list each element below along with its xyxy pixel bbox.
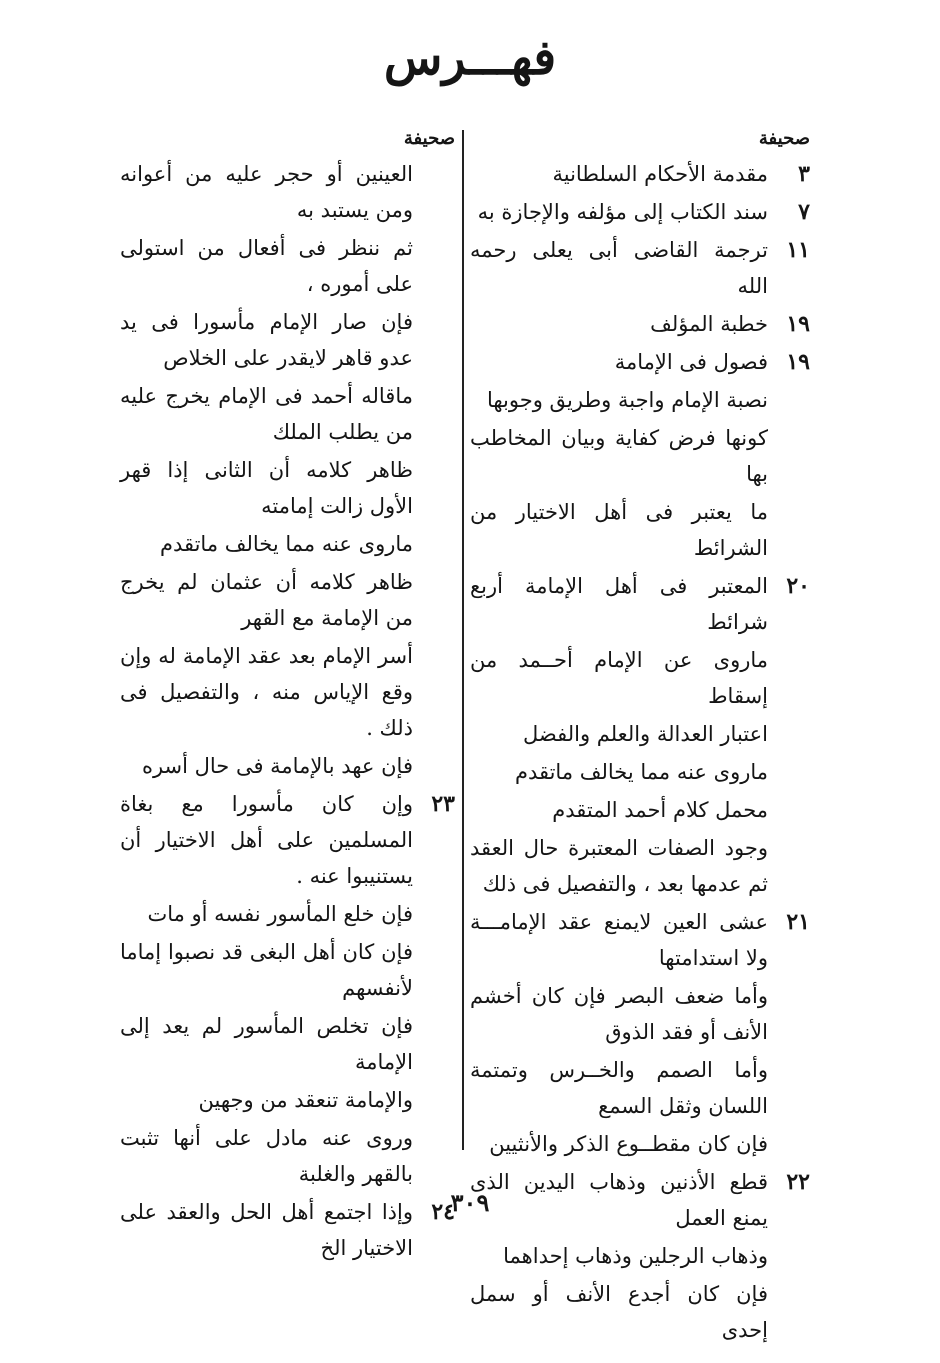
toc-entry-title: محمل كلام أحمد المتقدم	[552, 798, 768, 822]
toc-entry-title: سند الكتاب إلى مؤلفه والإجازة به	[477, 200, 768, 224]
toc-entry-title: مقدمة الأحكام السلطانية	[552, 162, 768, 186]
toc-entry-title: فإن صار الإمام مأسورا فى يد عدو قاهر لايقدر على الخلاص	[120, 310, 413, 370]
right-column	[470, 122, 810, 1350]
toc-entry-title: وذهاب الرجلين وذهاب إحداهما	[503, 1244, 768, 1268]
left-column	[120, 122, 455, 1268]
toc-page-number: ٢٠	[786, 573, 810, 599]
toc-entry-title: اعتبار العدالة والعلم والفضل	[522, 722, 768, 746]
toc-entry	[470, 344, 810, 380]
toc-page-number: ٢١	[786, 909, 810, 935]
toc-entry-title: ماروى عنه مما يخالف ماتقدم	[514, 760, 768, 784]
toc-entry-title: أسر الإمام بعد عقد الإمامة له وإن وقع الإياس منه ، والتفصيل فى ذلك .	[120, 644, 413, 740]
toc-entry	[470, 494, 810, 566]
toc-entry	[120, 934, 455, 1006]
toc-entry	[120, 452, 455, 524]
toc-entry-title: وأما ضعف البصر فإن كان أخشم الأنف أو فقد الذوق	[470, 984, 768, 1044]
toc-entry-title: فإن كان مقطــوع الذكر والأنثيين	[489, 1132, 768, 1156]
toc-entry	[120, 230, 455, 302]
toc-page-number: ١٩	[786, 311, 810, 337]
toc-entry-title: فإن خلع المأسور نفسه أو مات	[147, 902, 413, 926]
toc-entry-title: ظاهر كلامه أن عثمان لم يخرج من الإمامة مع القهر	[120, 570, 413, 630]
toc-entry	[120, 564, 455, 636]
toc-entry	[470, 568, 810, 640]
toc-entry	[470, 716, 810, 752]
toc-entry	[470, 904, 810, 976]
toc-entry-title: خطبة المؤلف	[650, 312, 768, 336]
toc-entry-title: فإن تخلص المأسور لم يعد إلى الإمامة	[120, 1014, 413, 1074]
toc-entry	[120, 896, 455, 932]
toc-entry	[470, 978, 810, 1050]
left-column-header: صحيفة	[403, 128, 455, 149]
toc-entry	[470, 194, 810, 230]
toc-page-number: ٣	[798, 161, 810, 187]
toc-entry-title: فصول فى الإمامة	[614, 350, 768, 374]
toc-entry-title: عشى العين لايمنع عقد الإمامـــة ولا استدامتها	[470, 910, 768, 970]
toc-entry	[470, 792, 810, 828]
toc-entry	[120, 378, 455, 450]
toc-entry-title: ماروى عنه مما يخالف ماتقدم	[159, 532, 413, 556]
footer-page-number: ٣٠٩	[450, 1188, 490, 1217]
right-column-header: صحيفة	[758, 128, 810, 149]
column-divider	[462, 130, 464, 1150]
toc-entry	[470, 382, 810, 418]
toc-entry-title: فإن كان أهل البغى قد نصبوا إماما لأنفسهم	[120, 940, 413, 1000]
toc-entry-title: ما يعتبر فى أهل الاختيار من الشرائط	[470, 500, 768, 560]
toc-entry	[470, 1052, 810, 1124]
toc-entry-title: وروى عنه مادل على أنها تثبت بالقهر والغلبة	[120, 1126, 413, 1186]
toc-entry-title: كونها فرض كفاية وبيان المخاطب بها	[470, 426, 768, 486]
right-entries-list	[470, 156, 810, 1348]
toc-entry	[470, 156, 810, 192]
toc-entry	[470, 306, 810, 342]
toc-entry-title: وإذا اجتمع أهل الحل والعقد على الاختيار الخ	[120, 1200, 413, 1260]
toc-entry	[470, 1276, 810, 1348]
toc-entry	[120, 748, 455, 784]
toc-entry-title: وإن كان مأسورا مع بغاة المسلمين على أهل الاختيار أن يستنيبوا عنه .	[120, 792, 413, 888]
toc-entry	[120, 786, 455, 894]
toc-page-number: ١٩	[786, 349, 810, 375]
toc-entry-title: ترجمة القاضى أبى يعلى رحمه الله	[470, 238, 768, 298]
toc-entry	[120, 526, 455, 562]
toc-entry-title: ثم ننظر فى أفعال من استولى على أموره ،	[120, 236, 413, 296]
toc-entry	[470, 1126, 810, 1162]
toc-page-number: ٢٤	[431, 1199, 455, 1225]
toc-entry	[120, 1120, 455, 1192]
toc-entry-title: المعتبر فى أهل الإمامة أربع شرائط	[470, 574, 768, 634]
toc-entry-title: فإن عهد بالإمامة فى حال أسره	[141, 754, 413, 778]
toc-entry-title: ماقاله أحمد فى الإمام يخرج عليه من يطلب الملك	[120, 384, 413, 444]
toc-entry-title: ماروى عن الإمام أحــمد من إسقاط	[470, 648, 768, 708]
page-title: فهـــرس	[383, 30, 557, 86]
toc-entry-title: وأما الصمم والخــرس وتمتمة اللسان وثقل السمع	[470, 1058, 768, 1118]
toc-entry-title: قطع الأذنين وذهاب اليدين الذى يمنع العمل	[470, 1170, 768, 1230]
toc-page-number: ٢٢	[786, 1169, 810, 1195]
toc-entry-title: نصبة الإمام واجبة وطريق وجوبها	[486, 388, 768, 412]
toc-entry-title: والإمامة تنعقد من وجهين	[198, 1088, 413, 1112]
toc-entry	[120, 156, 455, 228]
toc-entry	[120, 1082, 455, 1118]
toc-entry	[120, 304, 455, 376]
toc-entry	[470, 1238, 810, 1274]
toc-entry-title: ظاهر كلامه أن الثانى إذا قهر الأول زالت إمامته	[120, 458, 413, 518]
toc-entry	[120, 638, 455, 746]
toc-entry	[470, 232, 810, 304]
left-entries-list	[120, 156, 455, 1266]
toc-entry	[470, 830, 810, 902]
toc-entry-title: فإن كان أجدع الأنف أو سمل إحدى	[470, 1282, 768, 1342]
toc-entry	[120, 1008, 455, 1080]
toc-entry-title: وجود الصفات المعتبرة حال العقد ثم عدمها بعد ، والتفصيل فى ذلك	[470, 836, 768, 896]
toc-page-number: ١١	[786, 237, 810, 263]
toc-page-number: ٢٣	[431, 791, 455, 817]
toc-entry	[470, 754, 810, 790]
toc-entry-title: العينين أو حجر عليه من أعوانه ومن يستبد به	[120, 162, 413, 222]
toc-page-number: ٧	[798, 199, 810, 225]
toc-entry	[470, 642, 810, 714]
toc-entry	[470, 420, 810, 492]
